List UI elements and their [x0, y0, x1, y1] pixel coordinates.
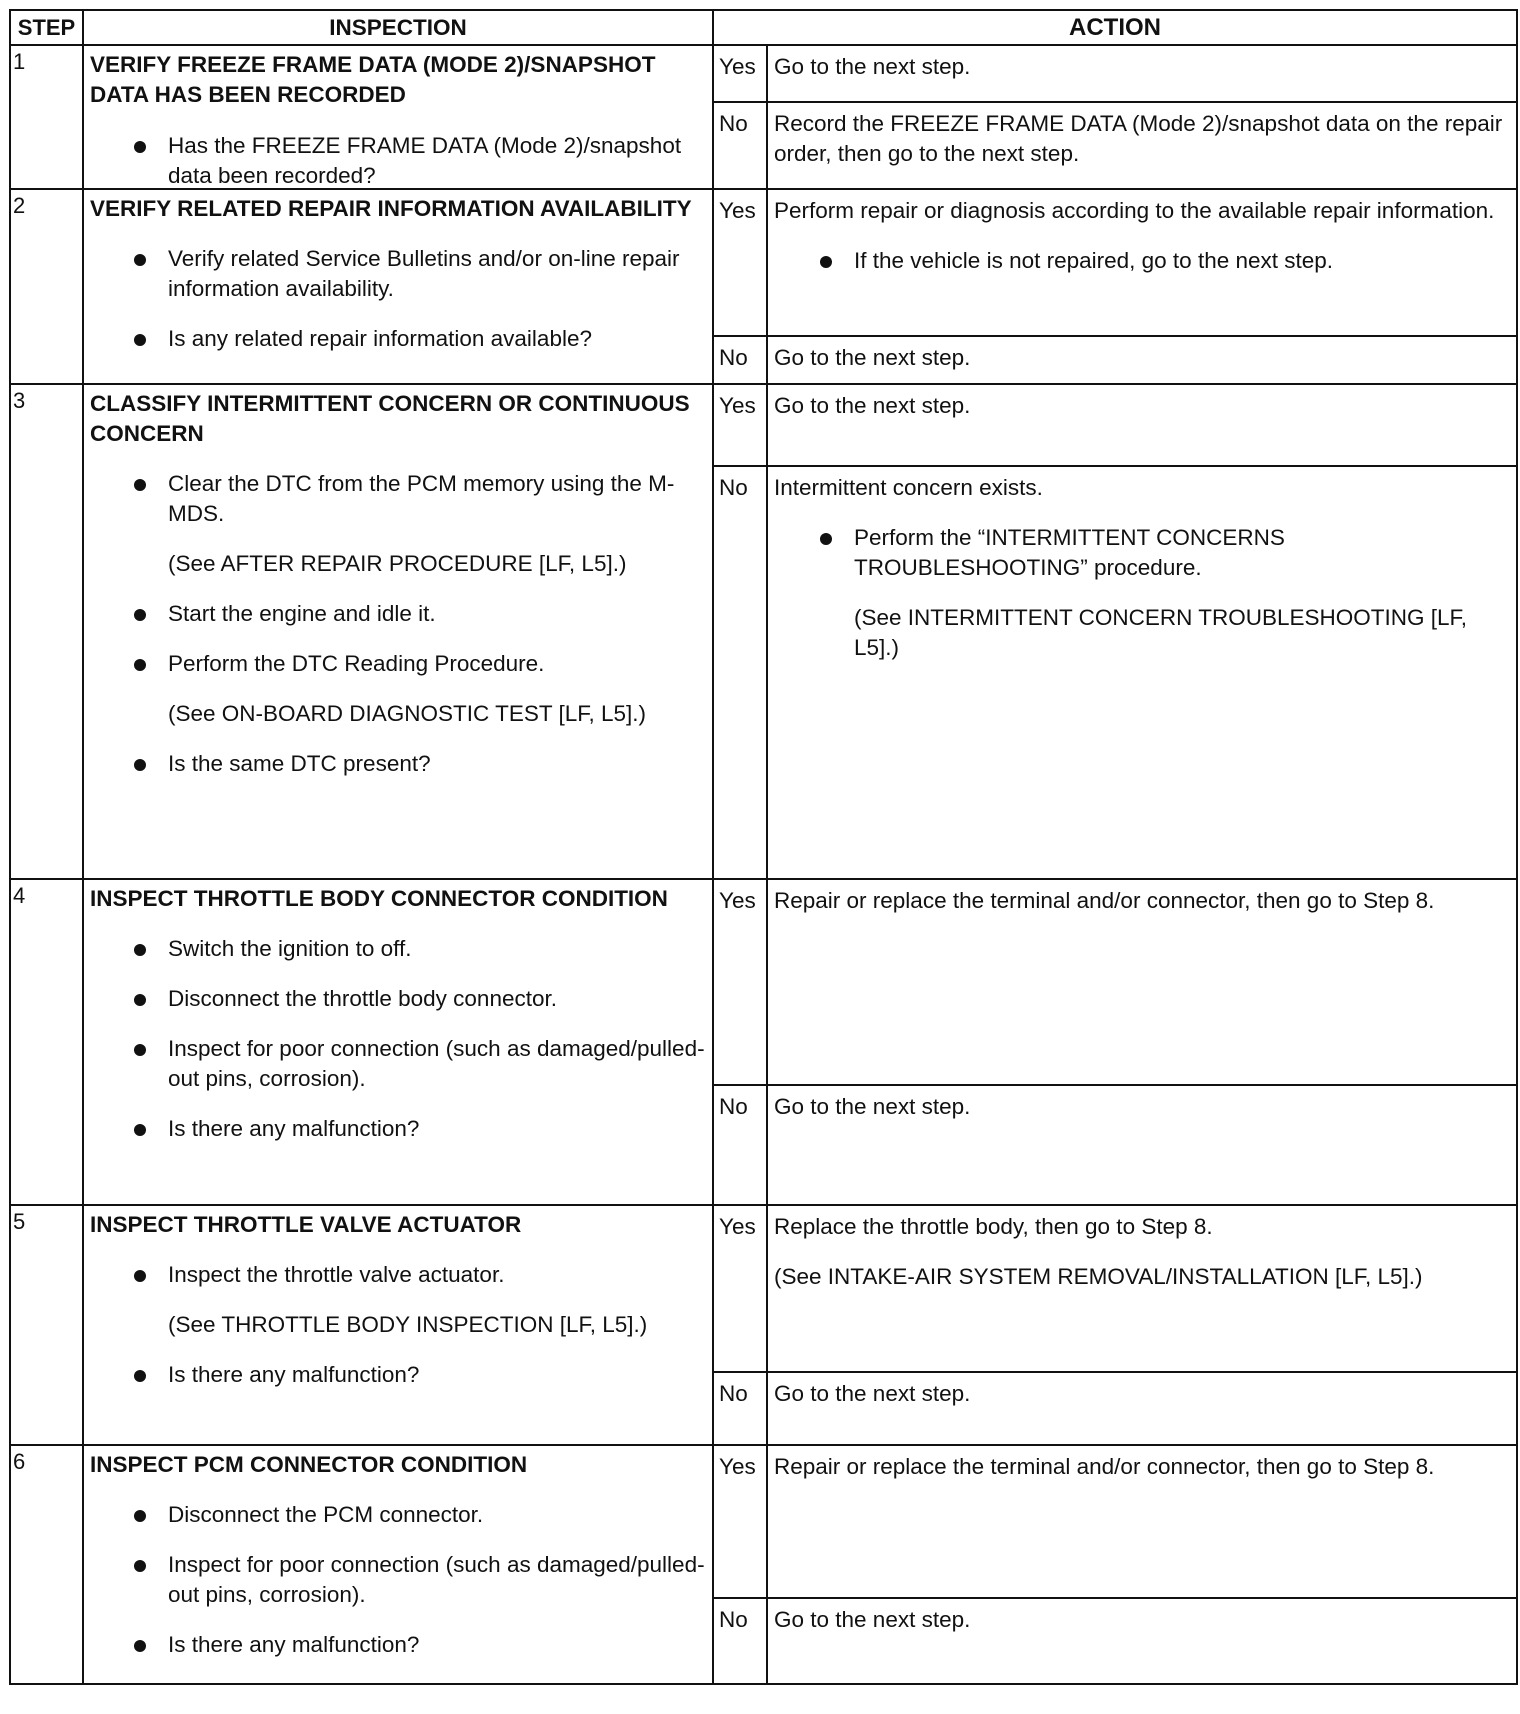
no-label: No — [714, 1599, 768, 1683]
yes-text: Replace the throttle body, then go to Step 8. — [774, 1214, 1213, 1239]
yes-label: Yes — [714, 385, 768, 465]
table-row — [11, 878, 1516, 1204]
action-yes — [714, 880, 1516, 1084]
no-text: Go to the next step. — [774, 1607, 971, 1632]
inspection-bullet: Verify related Service Bulletins and/or on-line repair information availability. — [90, 244, 706, 304]
inspection-reference: (See THROTTLE BODY INSPECTION [LF, L5].) — [168, 1312, 648, 1337]
inspection-cell — [84, 385, 714, 878]
no-label: No — [714, 467, 768, 878]
no-label: No — [714, 337, 768, 383]
inspection-bullet: Inspect for poor connection (such as damaged/pulled-out pins, corrosion). — [90, 1034, 706, 1094]
action-cell — [714, 1446, 1516, 1683]
diagnostic-table — [9, 9, 1518, 1685]
inspection-bullet: Inspect the throttle valve actuator. — [90, 1260, 706, 1290]
header-inspection: INSPECTION — [84, 11, 714, 44]
yes-text: Perform repair or diagnosis according to the available repair information. — [774, 198, 1495, 223]
no-reference: (See INTERMITTENT CONCERN TROUBLESHOOTING [LF, L5].) — [854, 605, 1467, 660]
inspection-cell — [84, 190, 714, 383]
yes-text-block — [768, 1206, 1516, 1371]
inspection-bullet: Disconnect the throttle body connector. — [90, 984, 706, 1014]
action-yes — [714, 1446, 1516, 1597]
table-row — [11, 383, 1516, 878]
action-yes — [714, 385, 1516, 465]
no-text: Record the FREEZE FRAME DATA (Mode 2)/snapshot data on the repair order, then go to the next step. — [774, 111, 1503, 166]
action-cell — [714, 880, 1516, 1204]
inspection-title: INSPECT PCM CONNECTOR CONDITION — [90, 1452, 528, 1477]
action-cell — [714, 46, 1516, 188]
step-number: 2 — [11, 190, 84, 383]
action-yes — [714, 190, 1516, 335]
action-no — [714, 335, 1516, 383]
inspection-title: INSPECT THROTTLE VALVE ACTUATOR — [90, 1212, 522, 1237]
table-row — [11, 1444, 1516, 1683]
yes-label: Yes — [714, 46, 768, 101]
step-number: 5 — [11, 1206, 84, 1444]
inspection-cell — [84, 1446, 714, 1683]
inspection-reference: (See AFTER REPAIR PROCEDURE [LF, L5].) — [168, 551, 627, 576]
yes-label: Yes — [714, 1206, 768, 1371]
inspection-bullet: Start the engine and idle it. — [90, 599, 706, 629]
yes-text: Repair or replace the terminal and/or connector, then go to Step 8. — [774, 888, 1435, 913]
step-number: 3 — [11, 385, 84, 878]
yes-text: Go to the next step. — [774, 393, 971, 418]
action-cell — [714, 190, 1516, 383]
inspection-reference: (See ON-BOARD DIAGNOSTIC TEST [LF, L5].) — [168, 701, 647, 726]
header-action: ACTION — [1069, 14, 1161, 41]
yes-text: Repair or replace the terminal and/or connector, then go to Step 8. — [774, 1454, 1435, 1479]
inspection-cell — [84, 46, 714, 188]
yes-label: Yes — [714, 190, 768, 335]
inspection-title: VERIFY RELATED REPAIR INFORMATION AVAILABILITY — [90, 196, 692, 221]
inspection-bullet: Is any related repair information available? — [90, 324, 706, 354]
action-no — [714, 101, 1516, 188]
no-label: No — [714, 103, 768, 188]
no-text-block — [768, 467, 1516, 878]
no-text: Go to the next step. — [774, 345, 971, 370]
table-header — [11, 11, 1516, 44]
inspection-cell — [84, 1206, 714, 1444]
no-label: No — [714, 1373, 768, 1444]
yes-reference: (See INTAKE-AIR SYSTEM REMOVAL/INSTALLATION [LF, L5].) — [774, 1264, 1423, 1289]
no-text: Go to the next step. — [774, 1094, 971, 1119]
inspection-bullet: Is there any malfunction? — [90, 1114, 706, 1144]
inspection-bullet: Switch the ignition to off. — [90, 934, 706, 964]
inspection-cell — [84, 880, 714, 1204]
inspection-bullet: Inspect for poor connection (such as damaged/pulled-out pins, corrosion). — [90, 1550, 706, 1610]
inspection-title: INSPECT THROTTLE BODY CONNECTOR CONDITION — [90, 886, 668, 911]
inspection-title: VERIFY FREEZE FRAME DATA (MODE 2)/SNAPSHOT DATA HAS BEEN RECORDED — [90, 52, 656, 107]
yes-bullet: If the vehicle is not repaired, go to the next step. — [774, 246, 1510, 276]
step-number: 1 — [11, 46, 84, 188]
step-number: 4 — [11, 880, 84, 1204]
yes-text: Go to the next step. — [774, 54, 971, 79]
action-yes — [714, 46, 1516, 101]
table-row — [11, 44, 1516, 188]
table-row — [11, 1204, 1516, 1444]
no-label: No — [714, 1086, 768, 1204]
inspection-title: CLASSIFY INTERMITTENT CONCERN OR CONTINUOUS CONCERN — [90, 391, 690, 446]
no-text: Go to the next step. — [774, 1381, 971, 1406]
yes-text-block — [768, 190, 1516, 335]
inspection-bullet: Is there any malfunction? — [90, 1360, 706, 1390]
table-row — [11, 188, 1516, 383]
action-yes — [714, 1206, 1516, 1371]
action-no — [714, 1597, 1516, 1683]
action-cell — [714, 1206, 1516, 1444]
inspection-bullet: Is the same DTC present? — [90, 749, 706, 779]
yes-label: Yes — [714, 1446, 768, 1597]
action-no — [714, 1371, 1516, 1444]
inspection-bullet: Clear the DTC from the PCM memory using the M-MDS. — [90, 469, 706, 529]
action-no — [714, 465, 1516, 878]
no-bullet: Perform the “INTERMITTENT CONCERNS TROUBLESHOOTING” procedure. — [774, 523, 1510, 583]
action-cell — [714, 385, 1516, 878]
yes-label: Yes — [714, 880, 768, 1084]
inspection-bullet: Has the FREEZE FRAME DATA (Mode 2)/snapshot data been recorded? — [90, 131, 706, 191]
step-number: 6 — [11, 1446, 84, 1683]
inspection-bullet: Perform the DTC Reading Procedure. — [90, 649, 706, 679]
inspection-bullet: Is there any malfunction? — [90, 1630, 706, 1660]
header-step: STEP — [11, 11, 84, 44]
action-no — [714, 1084, 1516, 1204]
inspection-bullet: Disconnect the PCM connector. — [90, 1500, 706, 1530]
no-text: Intermittent concern exists. — [774, 475, 1043, 500]
